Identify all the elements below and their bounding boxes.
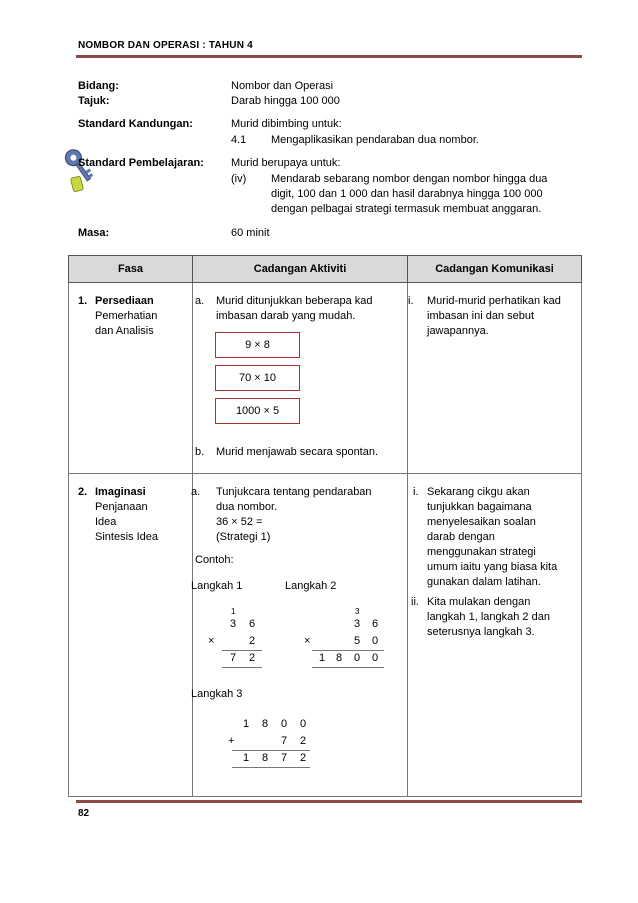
fasa-subtitle: Sintesis Idea <box>95 531 158 543</box>
digit: 0 <box>300 718 307 730</box>
komunikasi-text: umum iaitu yang biasa kita <box>427 561 558 573</box>
activity-b-text: Murid menjawab secara spontan. <box>216 446 379 458</box>
langkah-3-label: Langkah 3 <box>191 688 243 700</box>
standard-kandungan-text: Mengaplikasikan pendaraban dua nombor. <box>271 134 479 146</box>
digit: 2 <box>249 635 256 647</box>
operator-symbol: + <box>228 735 235 747</box>
komunikasi-text: Sekarang cikgu akan <box>427 486 530 498</box>
bidang-value: Nombor dan Operasi <box>231 80 334 92</box>
digit: 1 <box>243 718 250 730</box>
key-icon <box>60 145 104 195</box>
digit: 8 <box>262 752 269 764</box>
digit: 3 <box>354 618 361 630</box>
digit: 7 <box>281 735 288 747</box>
komunikasi-text: jawapannya. <box>427 325 489 337</box>
contoh-label: Contoh: <box>195 554 234 566</box>
header-rule <box>76 55 582 58</box>
activity-a-text: (Strategi 1) <box>216 531 271 543</box>
sum-line <box>222 650 262 651</box>
digit: 2 <box>300 752 307 764</box>
column-header-komunikasi: Cadangan Komunikasi <box>408 256 582 283</box>
komunikasi-label: i. <box>413 486 419 498</box>
standard-pembelajaran-label: Standard Pembelajaran: <box>78 157 204 169</box>
fasa-number: 2. <box>78 486 88 498</box>
operator-symbol: × <box>208 635 215 647</box>
komunikasi-label: i. <box>408 295 414 307</box>
standard-kandungan-label: Standard Kandungan: <box>78 118 193 130</box>
bidang-label: Bidang: <box>78 80 119 92</box>
digit: 2 <box>249 652 256 664</box>
komunikasi-text: darab dengan <box>427 531 495 543</box>
komunikasi-label: ii. <box>411 596 419 608</box>
komunikasi-text: imbasan ini dan sebut <box>427 310 535 322</box>
sum-line <box>312 667 384 668</box>
digit: 0 <box>372 635 379 647</box>
digit: 1 <box>319 652 326 664</box>
activity-a-text: 36 × 52 = <box>216 516 263 528</box>
digit: 8 <box>262 718 269 730</box>
digit: 0 <box>372 652 379 664</box>
fasa-title: Imaginasi <box>95 486 146 498</box>
carry-digit: 1 <box>231 607 236 616</box>
standard-pembelajaran-intro: Murid berupaya untuk: <box>231 157 341 169</box>
digit: 1 <box>243 752 250 764</box>
footer-rule <box>76 800 582 803</box>
operator-symbol: × <box>304 635 311 647</box>
komunikasi-text: seterusnya langkah 3. <box>427 626 535 638</box>
standard-kandungan-number: 4.1 <box>231 134 247 146</box>
masa-label: Masa: <box>78 227 110 239</box>
komunikasi-text: langkah 1, langkah 2 dan <box>427 611 550 623</box>
langkah-1-label: Langkah 1 <box>191 580 243 592</box>
flash-card: 9 × 8 <box>215 332 300 358</box>
digit: 7 <box>230 652 237 664</box>
column-header-fasa: Fasa <box>69 256 193 283</box>
standard-pembelajaran-number: (iv) <box>231 173 247 185</box>
page-header-title: NOMBOR DAN OPERASI : TAHUN 4 <box>78 40 253 51</box>
fasa-title: Persediaan <box>95 295 154 307</box>
fasa-number: 1. <box>78 295 88 307</box>
standard-pembelajaran-line: dengan pelbagai strategi termasuk membuat anggaran. <box>271 203 542 215</box>
komunikasi-text: Murid-murid perhatikan kad <box>427 295 561 307</box>
fasa-subtitle: Idea <box>95 516 117 528</box>
digit: 6 <box>249 618 256 630</box>
komunikasi-text: tunjukkan bagaimana <box>427 501 532 513</box>
flash-card: 1000 × 5 <box>215 398 300 424</box>
fasa-subtitle: dan Analisis <box>95 325 154 337</box>
activity-a-text: dua nombor. <box>216 501 278 513</box>
carry-digit: 3 <box>355 607 360 616</box>
langkah-2-label: Langkah 2 <box>285 580 337 592</box>
digit: 0 <box>281 718 288 730</box>
digit: 2 <box>300 735 307 747</box>
sum-line <box>312 650 384 651</box>
sum-line <box>232 750 310 751</box>
activity-a-text: Tunjukcara tentang pendaraban <box>216 486 372 498</box>
activity-a-text: imbasan darab yang mudah. <box>216 310 356 322</box>
masa-value: 60 minit <box>231 227 270 239</box>
tajuk-value: Darab hingga 100 000 <box>231 95 340 107</box>
komunikasi-text: Kita mulakan dengan <box>427 596 531 608</box>
activity-b-label: b. <box>195 446 205 458</box>
digit: 0 <box>354 652 361 664</box>
komunikasi-text: menyelesaikan soalan <box>427 516 536 528</box>
digit: 8 <box>336 652 343 664</box>
komunikasi-text: menggunakan strategi <box>427 546 536 558</box>
activity-a-label: a. <box>191 486 201 498</box>
komunikasi-text: gunakan dalam latihan. <box>427 576 541 588</box>
column-header-aktiviti: Cadangan Aktiviti <box>193 256 408 283</box>
standard-pembelajaran-line: Mendarab sebarang nombor dengan nombor hingga dua <box>271 173 548 185</box>
table-header-row <box>69 256 582 283</box>
digit: 7 <box>281 752 288 764</box>
page-number: 82 <box>78 808 90 819</box>
digit: 6 <box>372 618 379 630</box>
digit: 5 <box>354 635 361 647</box>
fasa-subtitle: Penjanaan <box>95 501 148 513</box>
digit: 3 <box>230 618 237 630</box>
sum-line <box>222 667 262 668</box>
fasa-cell <box>69 474 193 797</box>
fasa-subtitle: Pemerhatian <box>95 310 158 322</box>
sum-line <box>232 767 310 768</box>
standard-kandungan-intro: Murid dibimbing untuk: <box>231 118 342 130</box>
standard-pembelajaran-line: digit, 100 dan 1 000 dan hasil darabnya hingga 100 000 <box>271 188 543 200</box>
activity-a-text: Murid ditunjukkan beberapa kad <box>216 295 373 307</box>
activity-a-label: a. <box>195 295 205 307</box>
tajuk-label: Tajuk: <box>78 95 110 107</box>
flash-card: 70 × 10 <box>215 365 300 391</box>
